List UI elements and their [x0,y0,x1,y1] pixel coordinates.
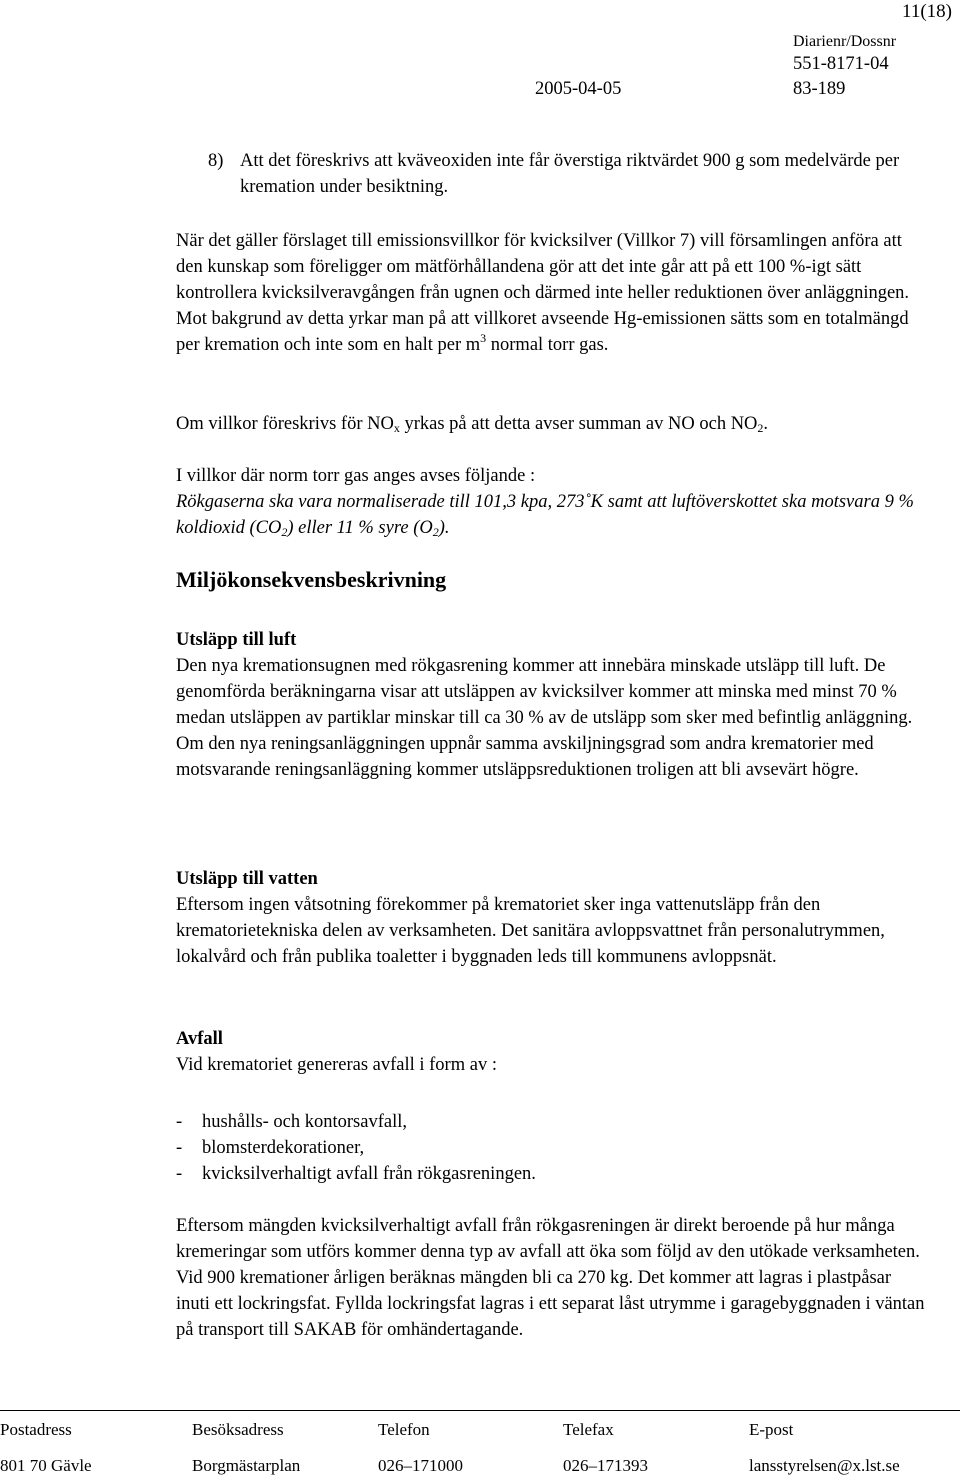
water-text: Eftersom ingen våtsotning förekommer på krematoriet sker inga vattenutsläpp från den krematorietekniska delen av verksamheten. Det sanitära avloppsvattnet från personalutrymmen, lokalvård och från publika toaletter i byggnaden leds till kommunens avloppsnät. [176,895,885,967]
text-part: Om villkor föreskrivs för NO [176,414,394,434]
paragraph-text [176,411,928,437]
text-part: normal torr gas. [486,335,609,355]
list-item [176,1161,928,1187]
paragraph-norm [176,463,928,541]
condition-item-8 [208,148,928,200]
list-dash: - [176,1112,183,1132]
footer-label-telefax: Telefax [563,1420,614,1439]
list-dash: - [176,1138,183,1158]
waste-list [176,1109,928,1187]
text-part: Rökgaserna ska vara normaliserade till 101,3 kpa, 273˚K samt att luftöverskottet ska motsvara 9 % koldioxid (CO [176,492,914,538]
item-text: Att det föreskrivs att kväveoxiden inte får överstiga riktvärdet 900 g som medelvärde per kremation under besiktning. [240,151,900,197]
text-part: När det gäller förslaget till emissionsvillkor för kvicksilver (Villkor 7) vill församlingen anföra att den kunskap som föreligger om mätförhållandena gör att det inte går att på ett 100 %-igt sätt kontrollera kvicksilveravgången från ugnen och därmed inte heller reduktionen över anläggningen. Mot bakgrund av detta yrkar man på att villkoret avseende Hg-emissionen sätts som en totalmängd per kremation och inte som en halt per m [176,231,910,355]
air-heading: Utsläpp till luft [176,630,297,650]
paragraph-waste-storage [176,1213,928,1343]
footer-value-postadress: 801 70 Gävle [0,1456,92,1475]
list-item-text: kvicksilverhaltigt avfall från rökgasreningen. [202,1164,536,1184]
waste-heading: Avfall [176,1029,223,1049]
footer-value-epost: lansstyrelsen@x.lst.se [749,1456,900,1475]
subscript: 2 [432,525,439,539]
section-air [176,627,928,783]
text-part: ). [438,518,450,538]
paragraph-text [176,228,928,358]
text-part: yrkas på att detta avser summan av NO och NO [399,414,758,434]
header-reference [793,32,896,76]
subscript: 2 [757,421,764,435]
footer-label-telefon: Telefon [378,1420,430,1439]
norm-definition [176,489,928,541]
list-dash: - [176,1164,183,1184]
item-number: 8) [208,151,224,171]
norm-intro: I villkor där norm torr gas anges avses följande : [176,466,536,486]
document-code: 83-189 [793,79,846,99]
waste-text: Eftersom mängden kvicksilverhaltigt avfall från rökgasreningen är direkt beroende på hur många kremeringar som utförs kommer denna typ av avfall att öka som följd av den utökade verksamheten. Vid 900 kremationer årligen beräknas mängden bli ca 270 kg. Det kommer att lagras i plastpåsar inuti ett lockringsfat. Fyllda lockringsfat lagras i ett separat låst utrymme i garagebyggnaden i väntan på transport till SAKAB för omhändertagande. [176,1216,925,1340]
list-item-text: hushålls- och kontorsavfall, [202,1112,407,1132]
list-item [176,1109,928,1135]
list-item-text: blomsterdekorationer, [202,1138,365,1158]
paragraph-nox [176,411,928,437]
footer-divider [0,1410,960,1411]
subscript: 2 [281,525,288,539]
water-heading: Utsläpp till vatten [176,869,318,889]
section-water [176,866,928,970]
subscript: x [393,421,400,435]
footer-value-telefon: 026–171000 [378,1456,463,1475]
text-part: ) eller 11 % syre (O [287,518,433,538]
footer-label-postadress: Postadress [0,1420,72,1439]
document-date: 2005-04-05 [535,79,622,99]
superscript: 3 [480,331,487,345]
page-number: 11(18) [902,1,952,22]
footer-value-besoksadress: Borgmästarplan [192,1456,301,1475]
diarienr-label: Diarienr/Dossnr [793,33,897,50]
diarienr-value: 551-8171-04 [793,54,889,74]
main-heading: Miljökonsekvensbeskrivning [176,567,447,592]
paragraph-mercury [176,228,928,358]
waste-intro: Vid krematoriet genereras avfall i form av : [176,1055,497,1075]
footer-value-telefax: 026–171393 [563,1456,648,1475]
list-item [176,1135,928,1161]
text-part: . [763,414,769,434]
section-heading-main [176,566,928,594]
air-text: Den nya kremationsugnen med rökgasrening kommer att innebära minskade utsläpp till luft. De genomförda beräkningarna visar att utsläppen av kvicksilver kommer att minska med minst 70 % medan utsläppen av partiklar minskar till ca 30 % av de utsläpp som sker med befintlig anläggning. Om den nya reningsanläggningen uppnår samma avskiljningsgrad som andra krematorier med motsvarande reningsanläggning kommer utsläppsreduktionen troligen att bli avsevärt högre. [176,656,913,780]
footer-label-epost: E-post [749,1420,794,1439]
section-waste [176,1026,928,1078]
footer-label-besoksadress: Besöksadress [192,1420,284,1439]
